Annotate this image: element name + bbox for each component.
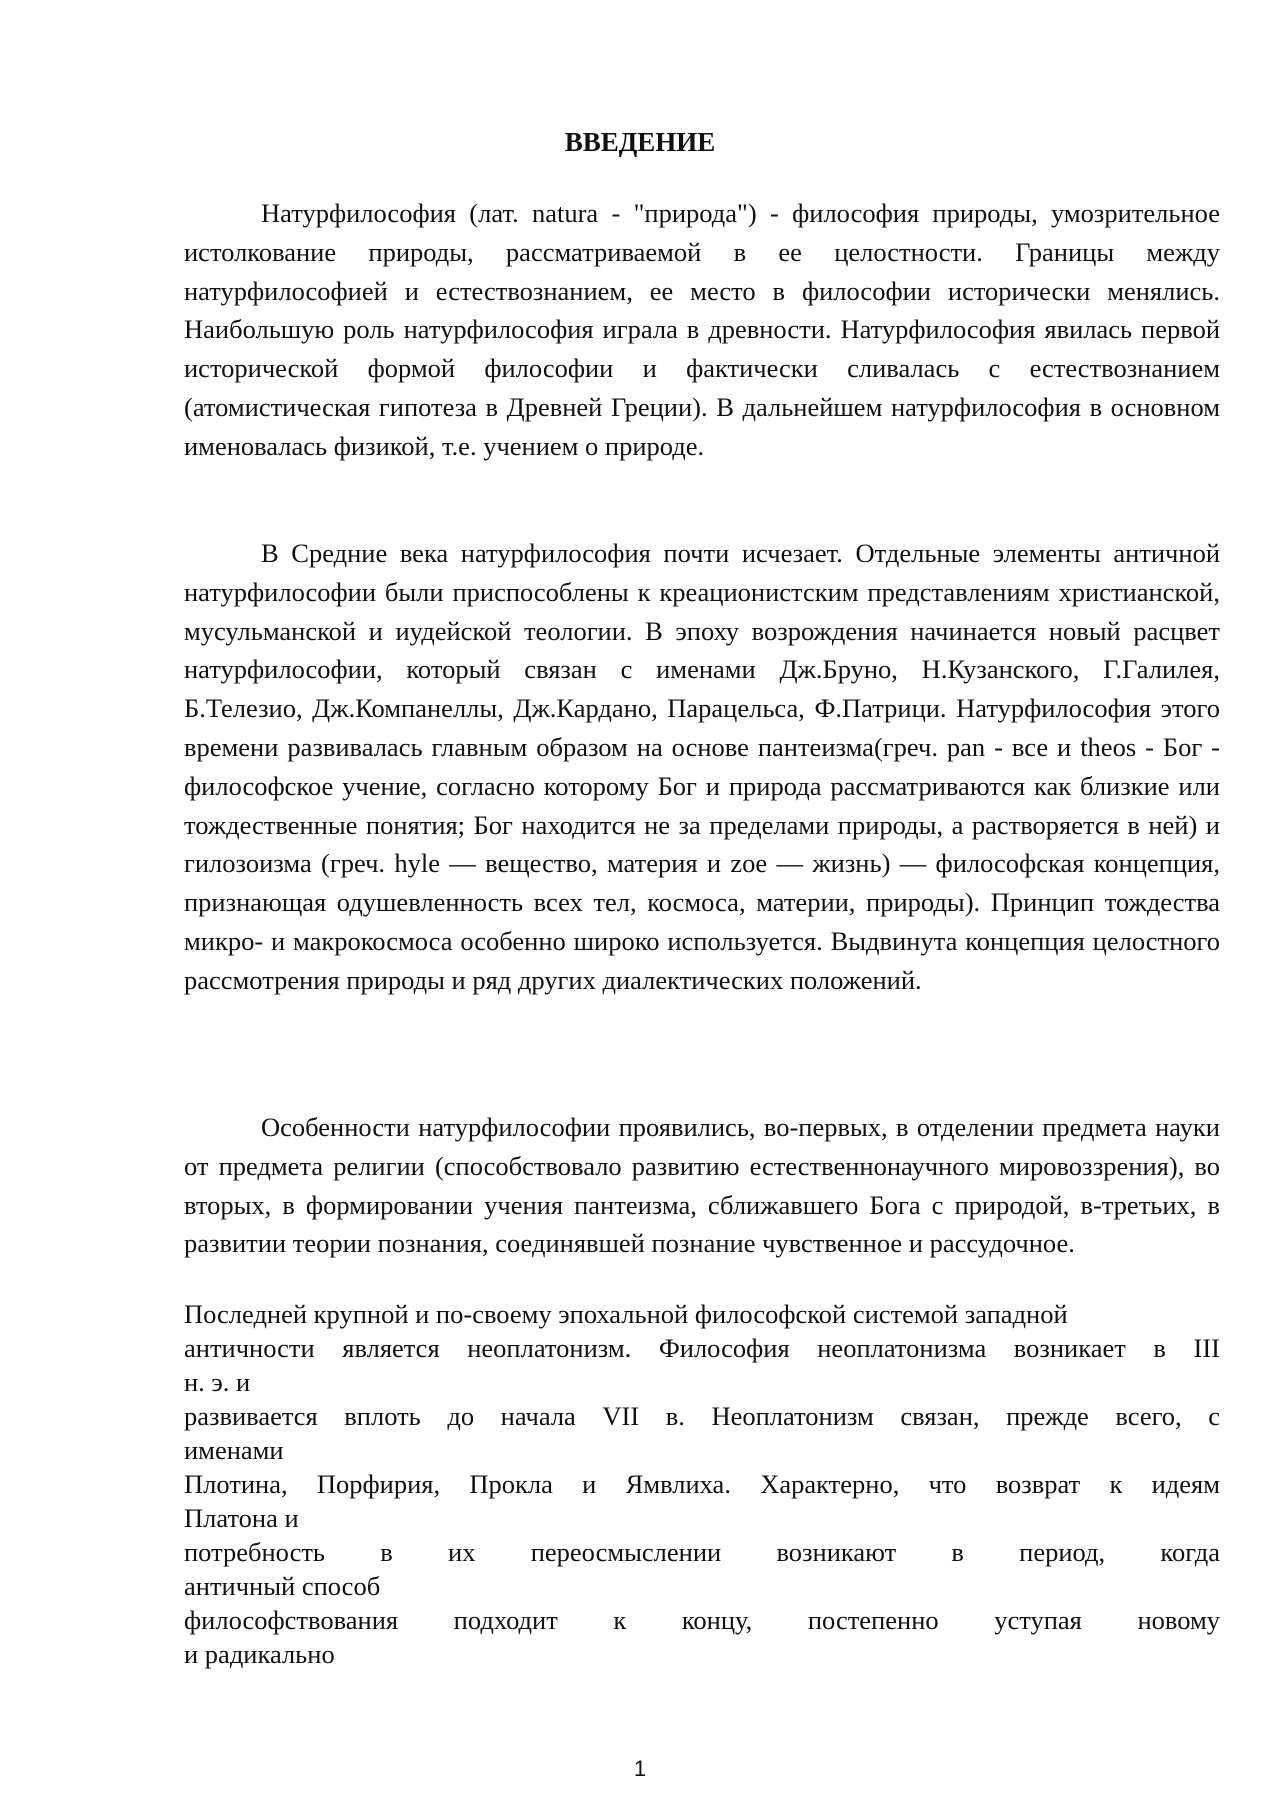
text-line: Платона и — [184, 1503, 299, 1533]
paragraph-natural-philosophy-definition: Натурфилософия (лат. natura - "природа") - философия природы, умозрительное истолкование природы, рассматриваемой в ее целостности. Границы между натурфилософией и естествознанием, ее место в философии исторически менялись. Наибольшую роль натурфилософия играла в древности. Натурфилософия явилась первой исторической формой философии и фактически сливалась с естествознанием (атомистическая гипотеза в Древней Греции). В дальнейшем натурфилософия в основном именовалась физикой, т.е. учением о природе. — [184, 198, 1220, 461]
paragraph-features: Особенности натурфилософии проявились, во-первых, в отделении предмета науки от предмета религии (способствовало развитию естественнонаучного мировоззрения), во вторых, в формировании учения пантеизма, сближавшего Бога с природой, в-третьих, в развитии теории познания, соединявшей познание чувственное и рассудочное. — [184, 1112, 1220, 1259]
text-line: Последней крупной и по-своему эпохальной философской системой западной — [184, 1299, 1068, 1329]
paragraph-neoplatonism — [184, 1297, 1220, 1671]
text-line: именами — [184, 1435, 284, 1465]
paragraph-middle-ages-renaissance: В Средние века натурфилософия почти исчезает. Отдельные элементы античной натурфилософии были приспособлены к креационистским представлениям христианской, мусульманской и иудейской теологии. В эпоху возрождения начинается новый расцвет натурфилософии, который связан с именами Дж.Бруно, Н.Кузанского, Г.Галилея, Б.Телезио, Дж.Компанеллы, Дж.Кардано, Парацельса, Ф.Патрици. Натурфилософия этого времени развивалась главным образом на основе пантеизма(греч. pan - все и theos - Бог - философское учение, согласно которому Бог и природа рассматриваются как близкие или тождественные понятия; Бог находится не за пределами природы, а растворяется в ней) и гилозоизма (греч. hyle — вещество, материя и zoe — жизнь) — философская концепция, признающая одушевленность всех тел, космоса, материи, природы). Принцип тождества микро- и макрокосмоса особенно широко используется. Выдвинута концепция целостного рассмотрения природы и ряд других диалектических положений. — [184, 538, 1220, 995]
text-line: н. э. и — [184, 1367, 251, 1397]
text-line: развивается вплоть до начала VII в. Неоплатонизм связан, прежде всего, с — [184, 1401, 1220, 1431]
text-line: и радикально — [184, 1639, 335, 1669]
text-line: античный способ — [184, 1571, 381, 1601]
text-line: античности является неоплатонизм. Философия неоплатонизма возникает в III — [184, 1333, 1220, 1363]
text-line: Плотина, Порфирия, Прокла и Ямвлиха. Характерно, что возврат к идеям — [184, 1469, 1220, 1499]
text-line: философствования подходит к концу, постепенно уступая новому — [184, 1605, 1220, 1635]
text-line: потребность в их переосмыслении возникают в период, когда — [184, 1537, 1220, 1567]
page-title: ВВЕДЕНИЕ — [564, 127, 716, 157]
page-number: 1 — [633, 1756, 647, 1781]
